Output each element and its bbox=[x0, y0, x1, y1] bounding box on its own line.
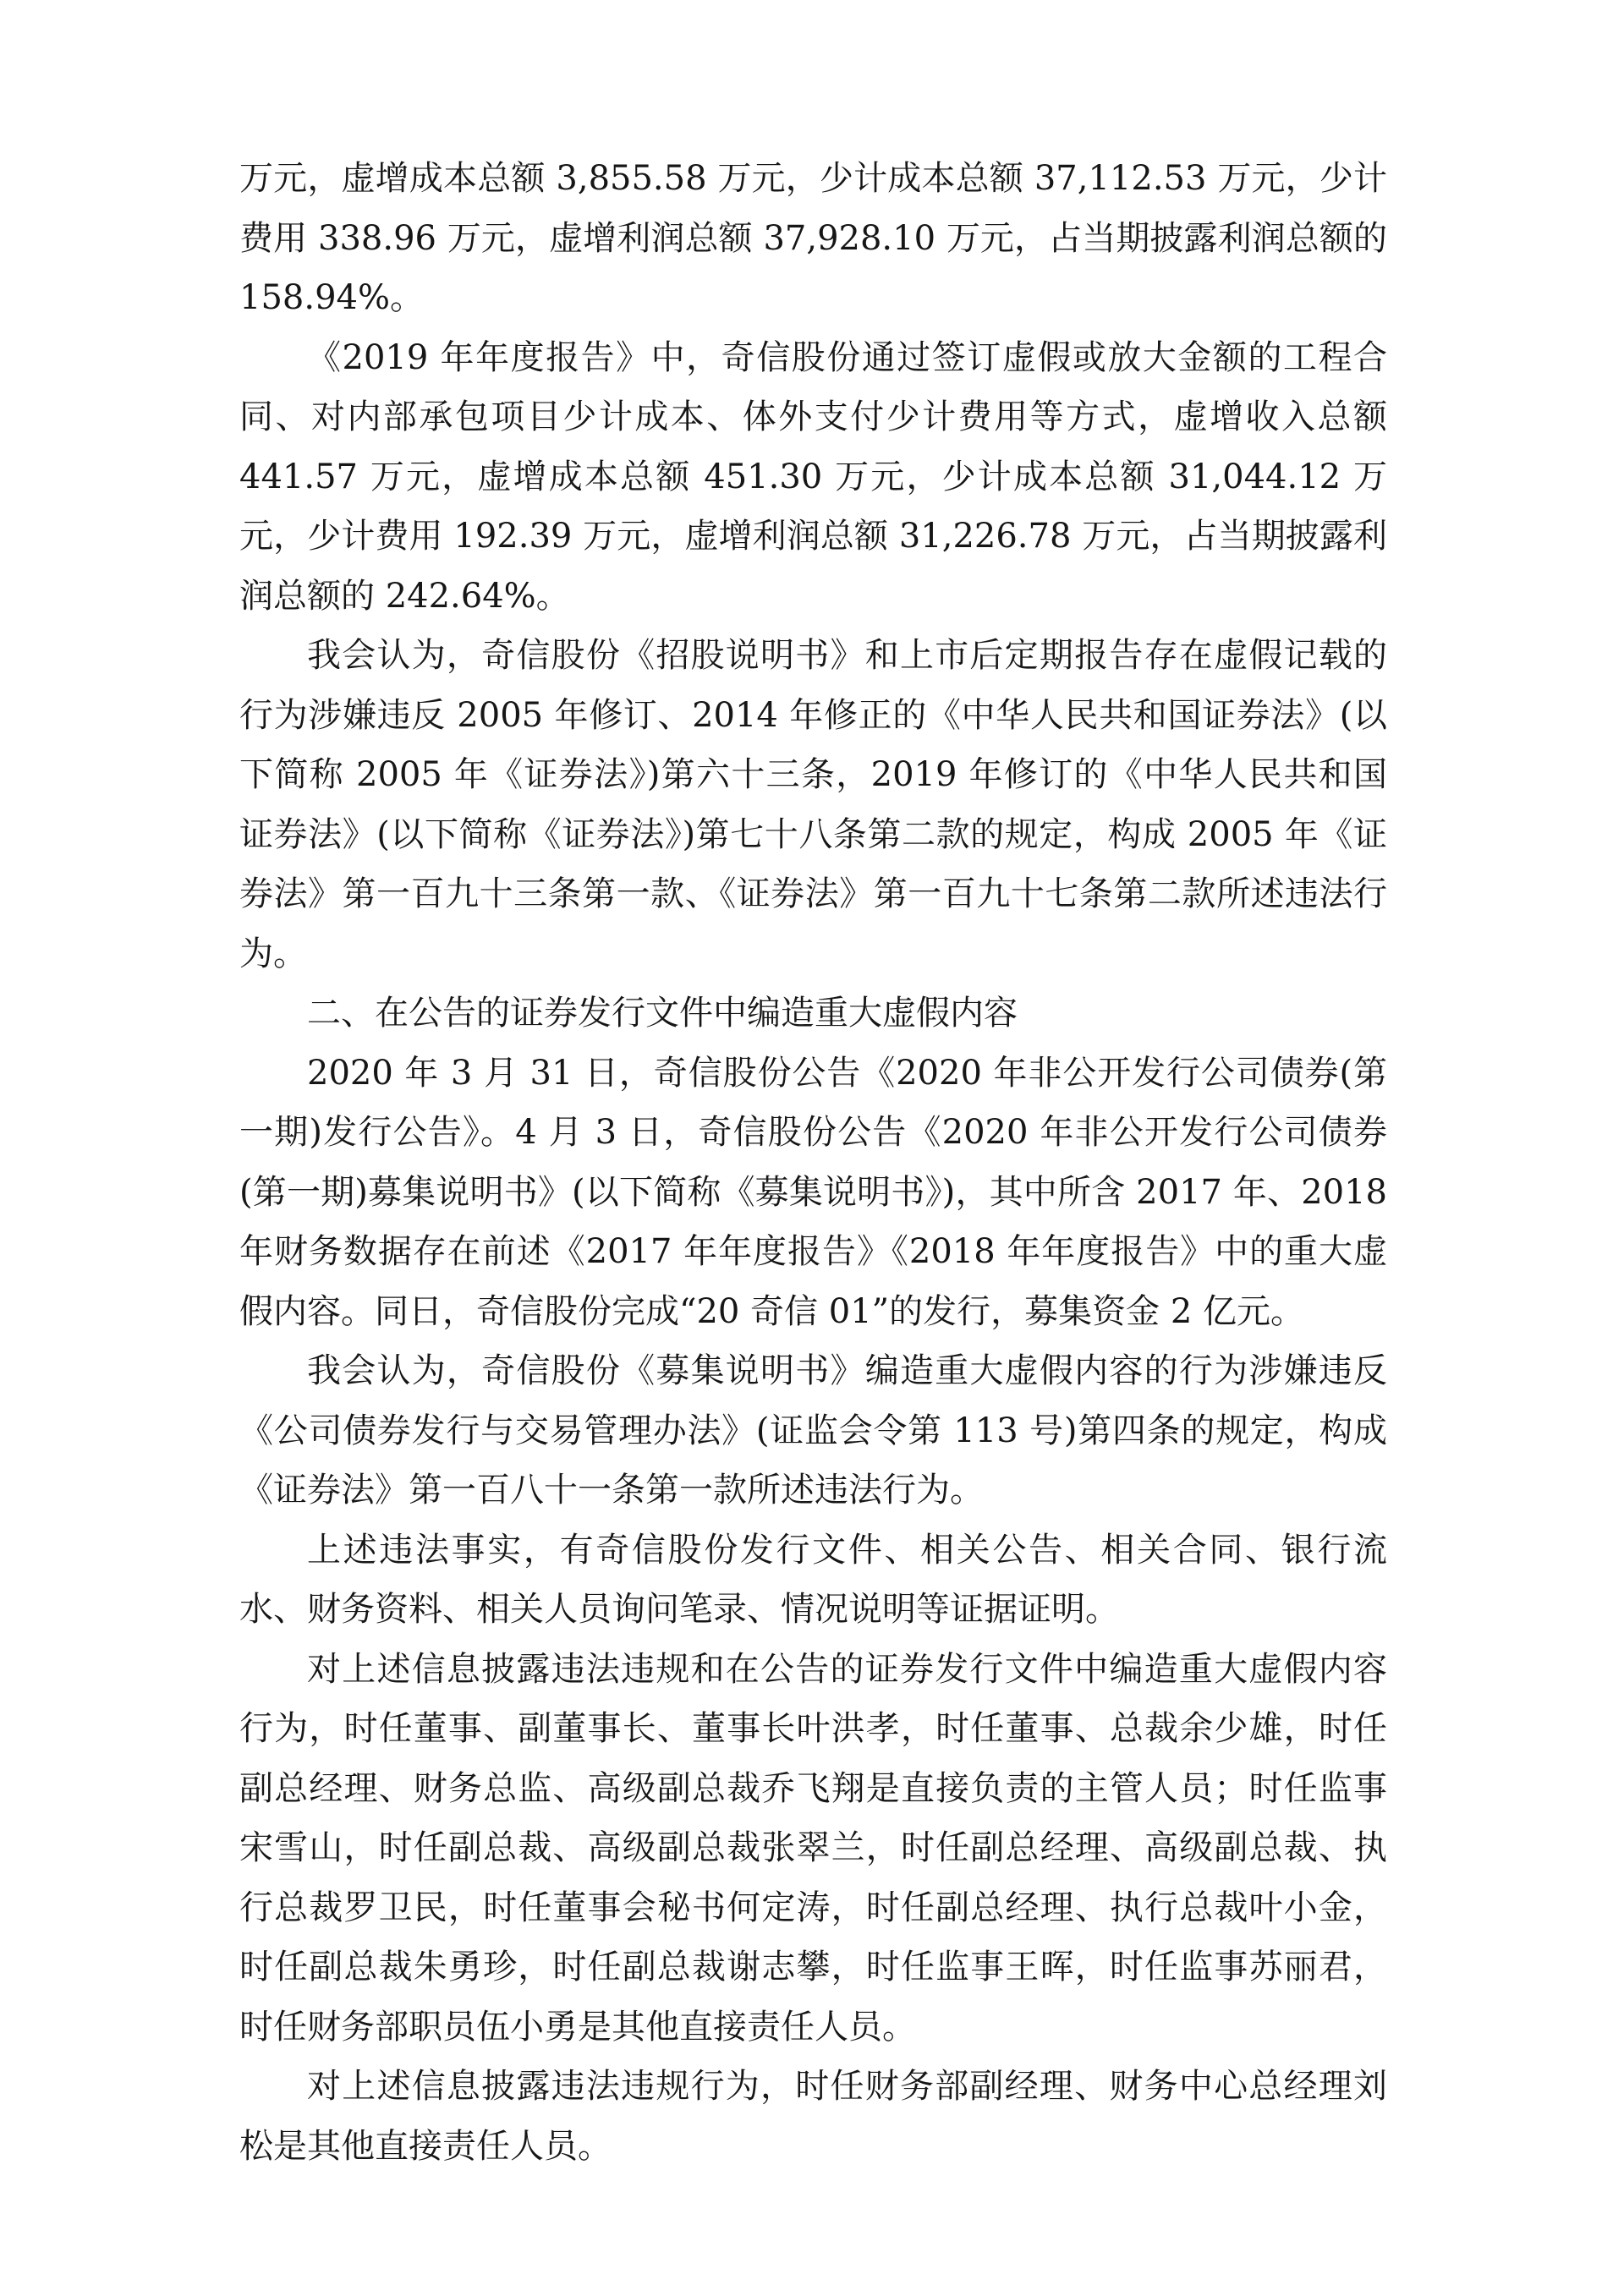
paragraph-other-responsible-person: 对上述信息披露违法违规行为，时任财务部副经理、财务中心总经理刘松是其他直接责任人员。 bbox=[239, 2067, 1387, 2166]
paragraph-annual-report-2019: 《2019 年年度报告》中，奇信股份通过签订虚假或放大金额的工程合同、对内部承包项目少计成本、体外支付少计费用等方式，虚增收入总额 441.57 万元，虚增成本总额 451.30 万元，少计成本总额 31,044.12 万元，少计费用 192.39 万元，虚增利润总额 31,226.78 万元，占当期披露利润总额的 242.64%。 bbox=[239, 337, 1387, 616]
document-body bbox=[239, 149, 1387, 2176]
paragraph-bond-issuance-2020: 2020 年 3 月 31 日，奇信股份公告《2020 年非公开发行公司债券(第一期)发行公告》。4 月 3 日，奇信股份公告《2020 年非公开发行公司债券(第一期)募集说明书》(以下简称《募集说明书》)，其中所含 2017 年、2018 年财务数据存在前述《2017 年年度报告》《2018 年年度报告》中的重大虚假内容。同日，奇信股份完成“20 奇信 01”的发行，募集资金 2 亿元。 bbox=[239, 1053, 1387, 1331]
paragraph-responsible-persons: 对上述信息披露违法违规和在公告的证券发行文件中编造重大虚假内容行为，时任董事、副董事长、董事长叶洪孝，时任董事、总裁余少雄，时任副总经理、财务总监、高级副总裁乔飞翔是直接负责的主管人员；时任监事宋雪山，时任副总裁、高级副总裁张翠兰，时任副总经理、高级副总裁、执行总裁罗卫民，时任董事会秘书何定涛，时任副总经理、执行总裁叶小金，时任副总裁朱勇珍，时任副总裁谢志攀，时任监事王晖，时任监事苏丽君，时任财务部职员伍小勇是其他直接责任人员。 bbox=[239, 1649, 1387, 2047]
paragraph-financial-summary-2018: 万元，虚增成本总额 3,855.58 万元，少计成本总额 37,112.53 万元，少计费用 338.96 万元，虚增利润总额 37,928.10 万元，占当期披露利润总额的 158.94%。 bbox=[239, 159, 1387, 317]
paragraph-securities-law-violation: 我会认为，奇信股份《招股说明书》和上市后定期报告存在虚假记载的行为涉嫌违反 2005 年修订、2014 年修正的《中华人民共和国证券法》(以下简称 2005 年《证券法》)第六十三条，2019 年修订的《中华人民共和国证券法》(以下简称《证券法》)第七十八条第二款的规定，构成 2005 年《证券法》第一百九十三条第一款、《证券法》第一百九十七条第二款所述违法行为。 bbox=[239, 636, 1387, 973]
paragraph-evidence: 上述违法事实，有奇信股份发行文件、相关公告、相关合同、银行流水、财务资料、相关人员询问笔录、情况说明等证据证明。 bbox=[239, 1530, 1387, 1629]
paragraph-prospectus-violation: 我会认为，奇信股份《募集说明书》编造重大虚假内容的行为涉嫌违反《公司债券发行与交易管理办法》(证监会令第 113 号)第四条的规定，构成《证券法》第一百八十一条第一款所述违法行为。 bbox=[239, 1351, 1387, 1510]
section-heading-two: 二、在公告的证券发行文件中编造重大虚假内容 bbox=[307, 994, 1018, 1033]
